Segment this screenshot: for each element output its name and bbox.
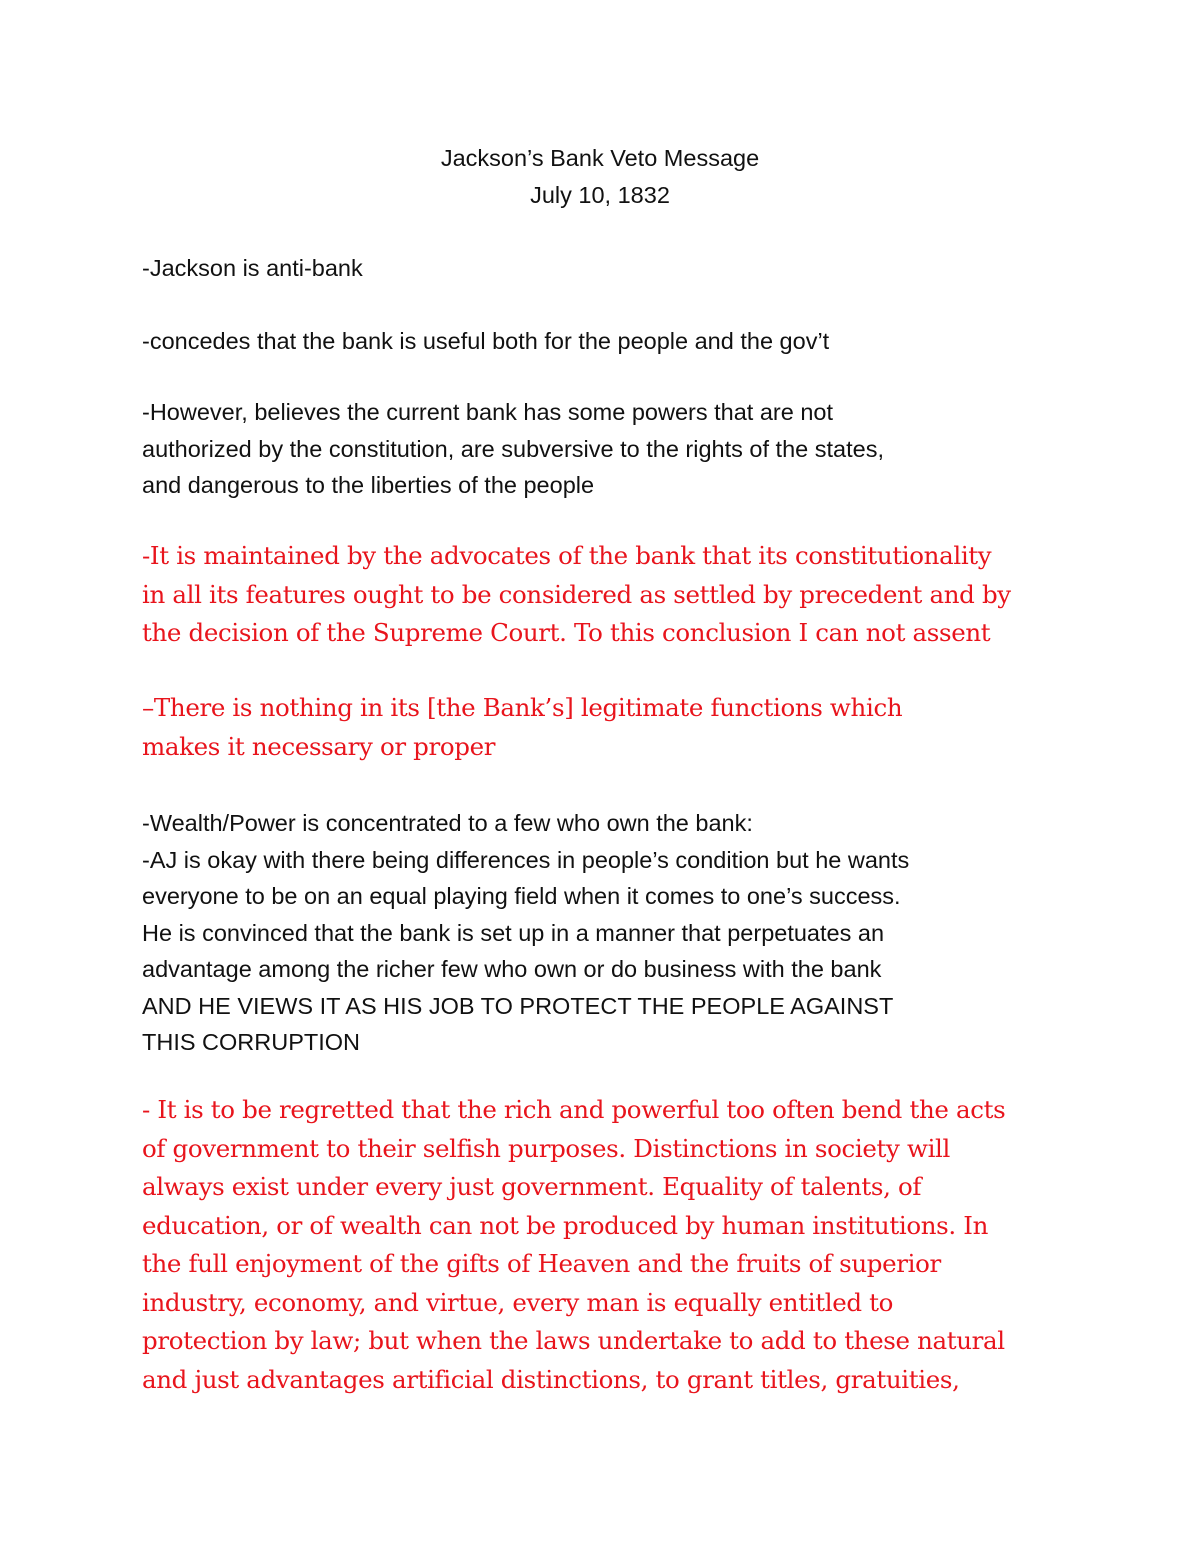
document-date: July 10, 1832	[530, 182, 670, 208]
note-however: -However, believes the current bank has some powers that are not authorized by the constitution, are subversive to the rights of the states, and dangerous to the liberties of the people	[142, 399, 884, 498]
quote-precedent: -It is maintained by the advocates of the bank that its constitutionality in all its features ought to be considered as settled by precedent and by the decision of the Supreme Court. To this conclusion I can not assent	[142, 541, 1011, 647]
quote-necessary: –There is nothing in its [the Bank’s] legitimate functions which makes it necessary or proper	[142, 693, 903, 761]
document-title: Jackson’s Bank Veto Message	[440, 145, 760, 171]
note-concedes: -concedes that the bank is useful both for the people and the gov’t	[142, 328, 830, 354]
quote-regretted: - It is to be regretted that the rich and powerful too often bend the acts of government to their selfish purposes. Distinctions in society will always exist under every just government. Equality of talents, of education, or of wealth can not be produced by human institutions. In the full enjoyment of the gifts of Heaven and the fruits of superior industry, economy, and virtue, every man is equally entitled to protection by law; but when the laws undertake to add to these natural and just advantages artificial distinctions, to grant titles, gratuities,	[142, 1095, 1006, 1394]
note-wealth: -Wealth/Power is concentrated to a few who own the bank: -AJ is okay with there being differences in people’s condition but he wants everyone to be on an equal playing field when it comes to one’s success. He is convinced that the bank is set up in a manner that perpetuates an advantage among the richer few who own or do business with the bank AND HE VIEWS IT AS HIS JOB TO PROTECT THE PEOPLE AGAINST THIS CORRUPTION	[142, 810, 910, 1055]
note-anti-bank: -Jackson is anti-bank	[142, 255, 363, 281]
document-header	[0, 140, 1200, 214]
